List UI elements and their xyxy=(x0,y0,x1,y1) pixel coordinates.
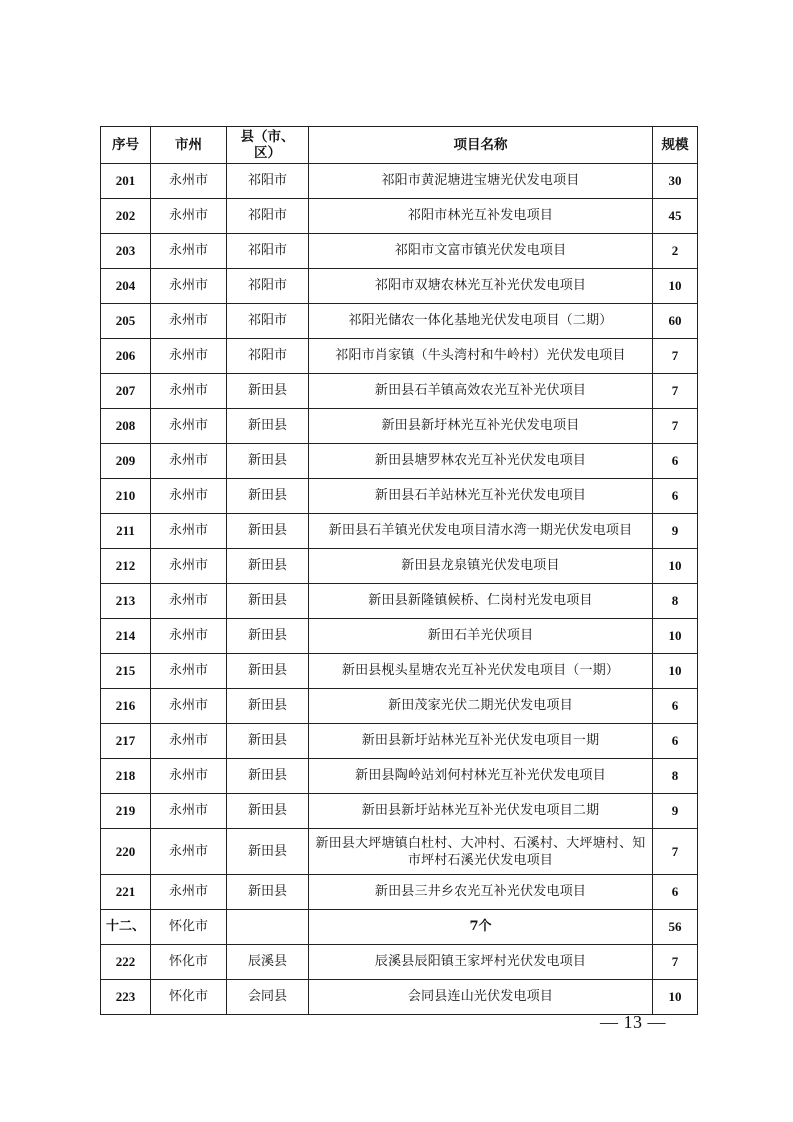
table-row xyxy=(101,444,698,479)
cell-scale: 10 xyxy=(653,654,698,689)
cell-city: 怀化市 xyxy=(151,980,227,1015)
cell-city: 永州市 xyxy=(151,444,227,479)
cell-no: 204 xyxy=(101,269,151,304)
cell-scale: 7 xyxy=(653,339,698,374)
cell-city: 永州市 xyxy=(151,164,227,199)
table-row xyxy=(101,875,698,910)
cell-scale: 7 xyxy=(653,409,698,444)
cell-city: 永州市 xyxy=(151,759,227,794)
cell-county: 新田县 xyxy=(227,374,309,409)
cell-no: 207 xyxy=(101,374,151,409)
cell-scale: 9 xyxy=(653,794,698,829)
cell-county: 新田县 xyxy=(227,654,309,689)
cell-no: 215 xyxy=(101,654,151,689)
table-header-row xyxy=(101,127,698,164)
table-row xyxy=(101,549,698,584)
cell-no: 217 xyxy=(101,724,151,759)
cell-scale: 30 xyxy=(653,164,698,199)
cell-city: 永州市 xyxy=(151,829,227,875)
cell-project-name: 新田县新圩站林光互补光伏发电项目二期 xyxy=(309,794,653,829)
cell-project-name: 祁阳市肖家镇（牛头湾村和牛岭村）光伏发电项目 xyxy=(309,339,653,374)
cell-no: 218 xyxy=(101,759,151,794)
table-row xyxy=(101,724,698,759)
cell-scale: 9 xyxy=(653,514,698,549)
cell-county: 新田县 xyxy=(227,875,309,910)
cell-project-name: 新田茂家光伏二期光伏发电项目 xyxy=(309,689,653,724)
table-row xyxy=(101,164,698,199)
table-row xyxy=(101,654,698,689)
cell-scale: 2 xyxy=(653,234,698,269)
cell-scale: 6 xyxy=(653,875,698,910)
cell-project-name: 祁阳市黄泥塘进宝塘光伏发电项目 xyxy=(309,164,653,199)
cell-city: 永州市 xyxy=(151,654,227,689)
cell-no: 220 xyxy=(101,829,151,875)
cell-city: 永州市 xyxy=(151,409,227,444)
cell-county: 祁阳市 xyxy=(227,269,309,304)
table-row xyxy=(101,980,698,1015)
cell-project-name: 新田县大坪塘镇白杜村、大冲村、石溪村、大坪塘村、知市坪村石溪光伏发电项目 xyxy=(309,829,653,875)
cell-city: 永州市 xyxy=(151,304,227,339)
cell-city: 永州市 xyxy=(151,549,227,584)
cell-no: 209 xyxy=(101,444,151,479)
header-county: 县（市、区） xyxy=(227,127,309,164)
cell-no: 223 xyxy=(101,980,151,1015)
cell-county: 新田县 xyxy=(227,759,309,794)
cell-no: 212 xyxy=(101,549,151,584)
cell-project-count: 7个 xyxy=(309,910,653,945)
header-project-name: 项目名称 xyxy=(309,127,653,164)
cell-city: 永州市 xyxy=(151,514,227,549)
cell-scale: 10 xyxy=(653,980,698,1015)
subtotal-row xyxy=(101,910,698,945)
cell-county: 新田县 xyxy=(227,794,309,829)
header-no: 序号 xyxy=(101,127,151,164)
cell-project-name: 新田县塘罗林农光互补光伏发电项目 xyxy=(309,444,653,479)
cell-county: 祁阳市 xyxy=(227,339,309,374)
cell-scale: 6 xyxy=(653,724,698,759)
table-row xyxy=(101,479,698,514)
cell-county: 新田县 xyxy=(227,444,309,479)
cell-county: 新田县 xyxy=(227,689,309,724)
cell-county: 祁阳市 xyxy=(227,199,309,234)
cell-county: 辰溪县 xyxy=(227,945,309,980)
cell-county: 新田县 xyxy=(227,829,309,875)
cell-scale: 60 xyxy=(653,304,698,339)
table-row xyxy=(101,514,698,549)
cell-no: 208 xyxy=(101,409,151,444)
project-table xyxy=(100,126,698,1015)
cell-project-name: 辰溪县辰阳镇王家坪村光伏发电项目 xyxy=(309,945,653,980)
cell-scale: 10 xyxy=(653,269,698,304)
cell-scale: 45 xyxy=(653,199,698,234)
cell-project-name: 新田县龙泉镇光伏发电项目 xyxy=(309,549,653,584)
cell-no: 219 xyxy=(101,794,151,829)
cell-county: 新田县 xyxy=(227,479,309,514)
cell-project-name: 祁阳市双塘农林光互补光伏发电项目 xyxy=(309,269,653,304)
cell-county: 祁阳市 xyxy=(227,164,309,199)
cell-project-name: 新田石羊光伏项目 xyxy=(309,619,653,654)
table-body xyxy=(101,164,698,1015)
table-row xyxy=(101,689,698,724)
cell-project-name: 新田县石羊镇光伏发电项目清水湾一期光伏发电项目 xyxy=(309,514,653,549)
cell-scale: 6 xyxy=(653,689,698,724)
table-row xyxy=(101,374,698,409)
table-row xyxy=(101,945,698,980)
cell-city: 永州市 xyxy=(151,794,227,829)
cell-city: 永州市 xyxy=(151,234,227,269)
cell-scale: 6 xyxy=(653,479,698,514)
cell-project-name: 新田县石羊站林光互补光伏发电项目 xyxy=(309,479,653,514)
cell-project-name: 会同县连山光伏发电项目 xyxy=(309,980,653,1015)
cell-project-name: 新田县新圩站林光互补光伏发电项目一期 xyxy=(309,724,653,759)
table-row xyxy=(101,829,698,875)
cell-city: 永州市 xyxy=(151,199,227,234)
cell-scale: 7 xyxy=(653,945,698,980)
cell-county xyxy=(227,910,309,945)
cell-project-name: 祁阳市文富市镇光伏发电项目 xyxy=(309,234,653,269)
cell-city: 永州市 xyxy=(151,479,227,514)
table-row xyxy=(101,759,698,794)
cell-county: 新田县 xyxy=(227,514,309,549)
cell-city: 永州市 xyxy=(151,689,227,724)
cell-city: 怀化市 xyxy=(151,910,227,945)
table-row xyxy=(101,234,698,269)
cell-scale: 8 xyxy=(653,584,698,619)
cell-county: 新田县 xyxy=(227,724,309,759)
cell-project-name: 祁阳光储农一体化基地光伏发电项目（二期） xyxy=(309,304,653,339)
cell-project-name: 新田县陶岭站刘何村林光互补光伏发电项目 xyxy=(309,759,653,794)
table-row xyxy=(101,339,698,374)
cell-scale: 8 xyxy=(653,759,698,794)
cell-scale: 7 xyxy=(653,374,698,409)
cell-county: 祁阳市 xyxy=(227,234,309,269)
cell-no: 206 xyxy=(101,339,151,374)
cell-city: 永州市 xyxy=(151,619,227,654)
table-row xyxy=(101,794,698,829)
cell-county: 新田县 xyxy=(227,584,309,619)
cell-no: 210 xyxy=(101,479,151,514)
cell-no: 222 xyxy=(101,945,151,980)
cell-city: 永州市 xyxy=(151,724,227,759)
cell-no: 203 xyxy=(101,234,151,269)
cell-county: 会同县 xyxy=(227,980,309,1015)
cell-project-name: 新田县枧头星塘农光互补光伏发电项目（一期） xyxy=(309,654,653,689)
table-row xyxy=(101,269,698,304)
page-number: — 13 — xyxy=(600,1012,666,1032)
cell-city: 永州市 xyxy=(151,269,227,304)
cell-project-name: 新田县三井乡农光互补光伏发电项目 xyxy=(309,875,653,910)
table-row xyxy=(101,409,698,444)
cell-county: 新田县 xyxy=(227,549,309,584)
cell-no: 214 xyxy=(101,619,151,654)
table-row xyxy=(101,199,698,234)
cell-section-no: 十二、 xyxy=(101,910,151,945)
cell-city: 永州市 xyxy=(151,339,227,374)
header-scale: 规模 xyxy=(653,127,698,164)
cell-county: 祁阳市 xyxy=(227,304,309,339)
cell-no: 211 xyxy=(101,514,151,549)
cell-project-name: 新田县石羊镇高效农光互补光伏项目 xyxy=(309,374,653,409)
cell-no: 202 xyxy=(101,199,151,234)
cell-scale: 10 xyxy=(653,549,698,584)
cell-scale: 10 xyxy=(653,619,698,654)
cell-no: 213 xyxy=(101,584,151,619)
cell-scale-total: 56 xyxy=(653,910,698,945)
cell-scale: 7 xyxy=(653,829,698,875)
table-row xyxy=(101,584,698,619)
cell-city: 怀化市 xyxy=(151,945,227,980)
cell-no: 216 xyxy=(101,689,151,724)
cell-project-name: 新田县新圩林光互补光伏发电项目 xyxy=(309,409,653,444)
table-row xyxy=(101,619,698,654)
cell-no: 205 xyxy=(101,304,151,339)
table-row xyxy=(101,304,698,339)
cell-county: 新田县 xyxy=(227,619,309,654)
cell-no: 221 xyxy=(101,875,151,910)
cell-city: 永州市 xyxy=(151,584,227,619)
cell-scale: 6 xyxy=(653,444,698,479)
cell-project-name: 祁阳市林光互补发电项目 xyxy=(309,199,653,234)
header-city: 市州 xyxy=(151,127,227,164)
cell-project-name: 新田县新隆镇候桥、仁岗村光发电项目 xyxy=(309,584,653,619)
cell-no: 201 xyxy=(101,164,151,199)
cell-city: 永州市 xyxy=(151,875,227,910)
cell-city: 永州市 xyxy=(151,374,227,409)
cell-county: 新田县 xyxy=(227,409,309,444)
